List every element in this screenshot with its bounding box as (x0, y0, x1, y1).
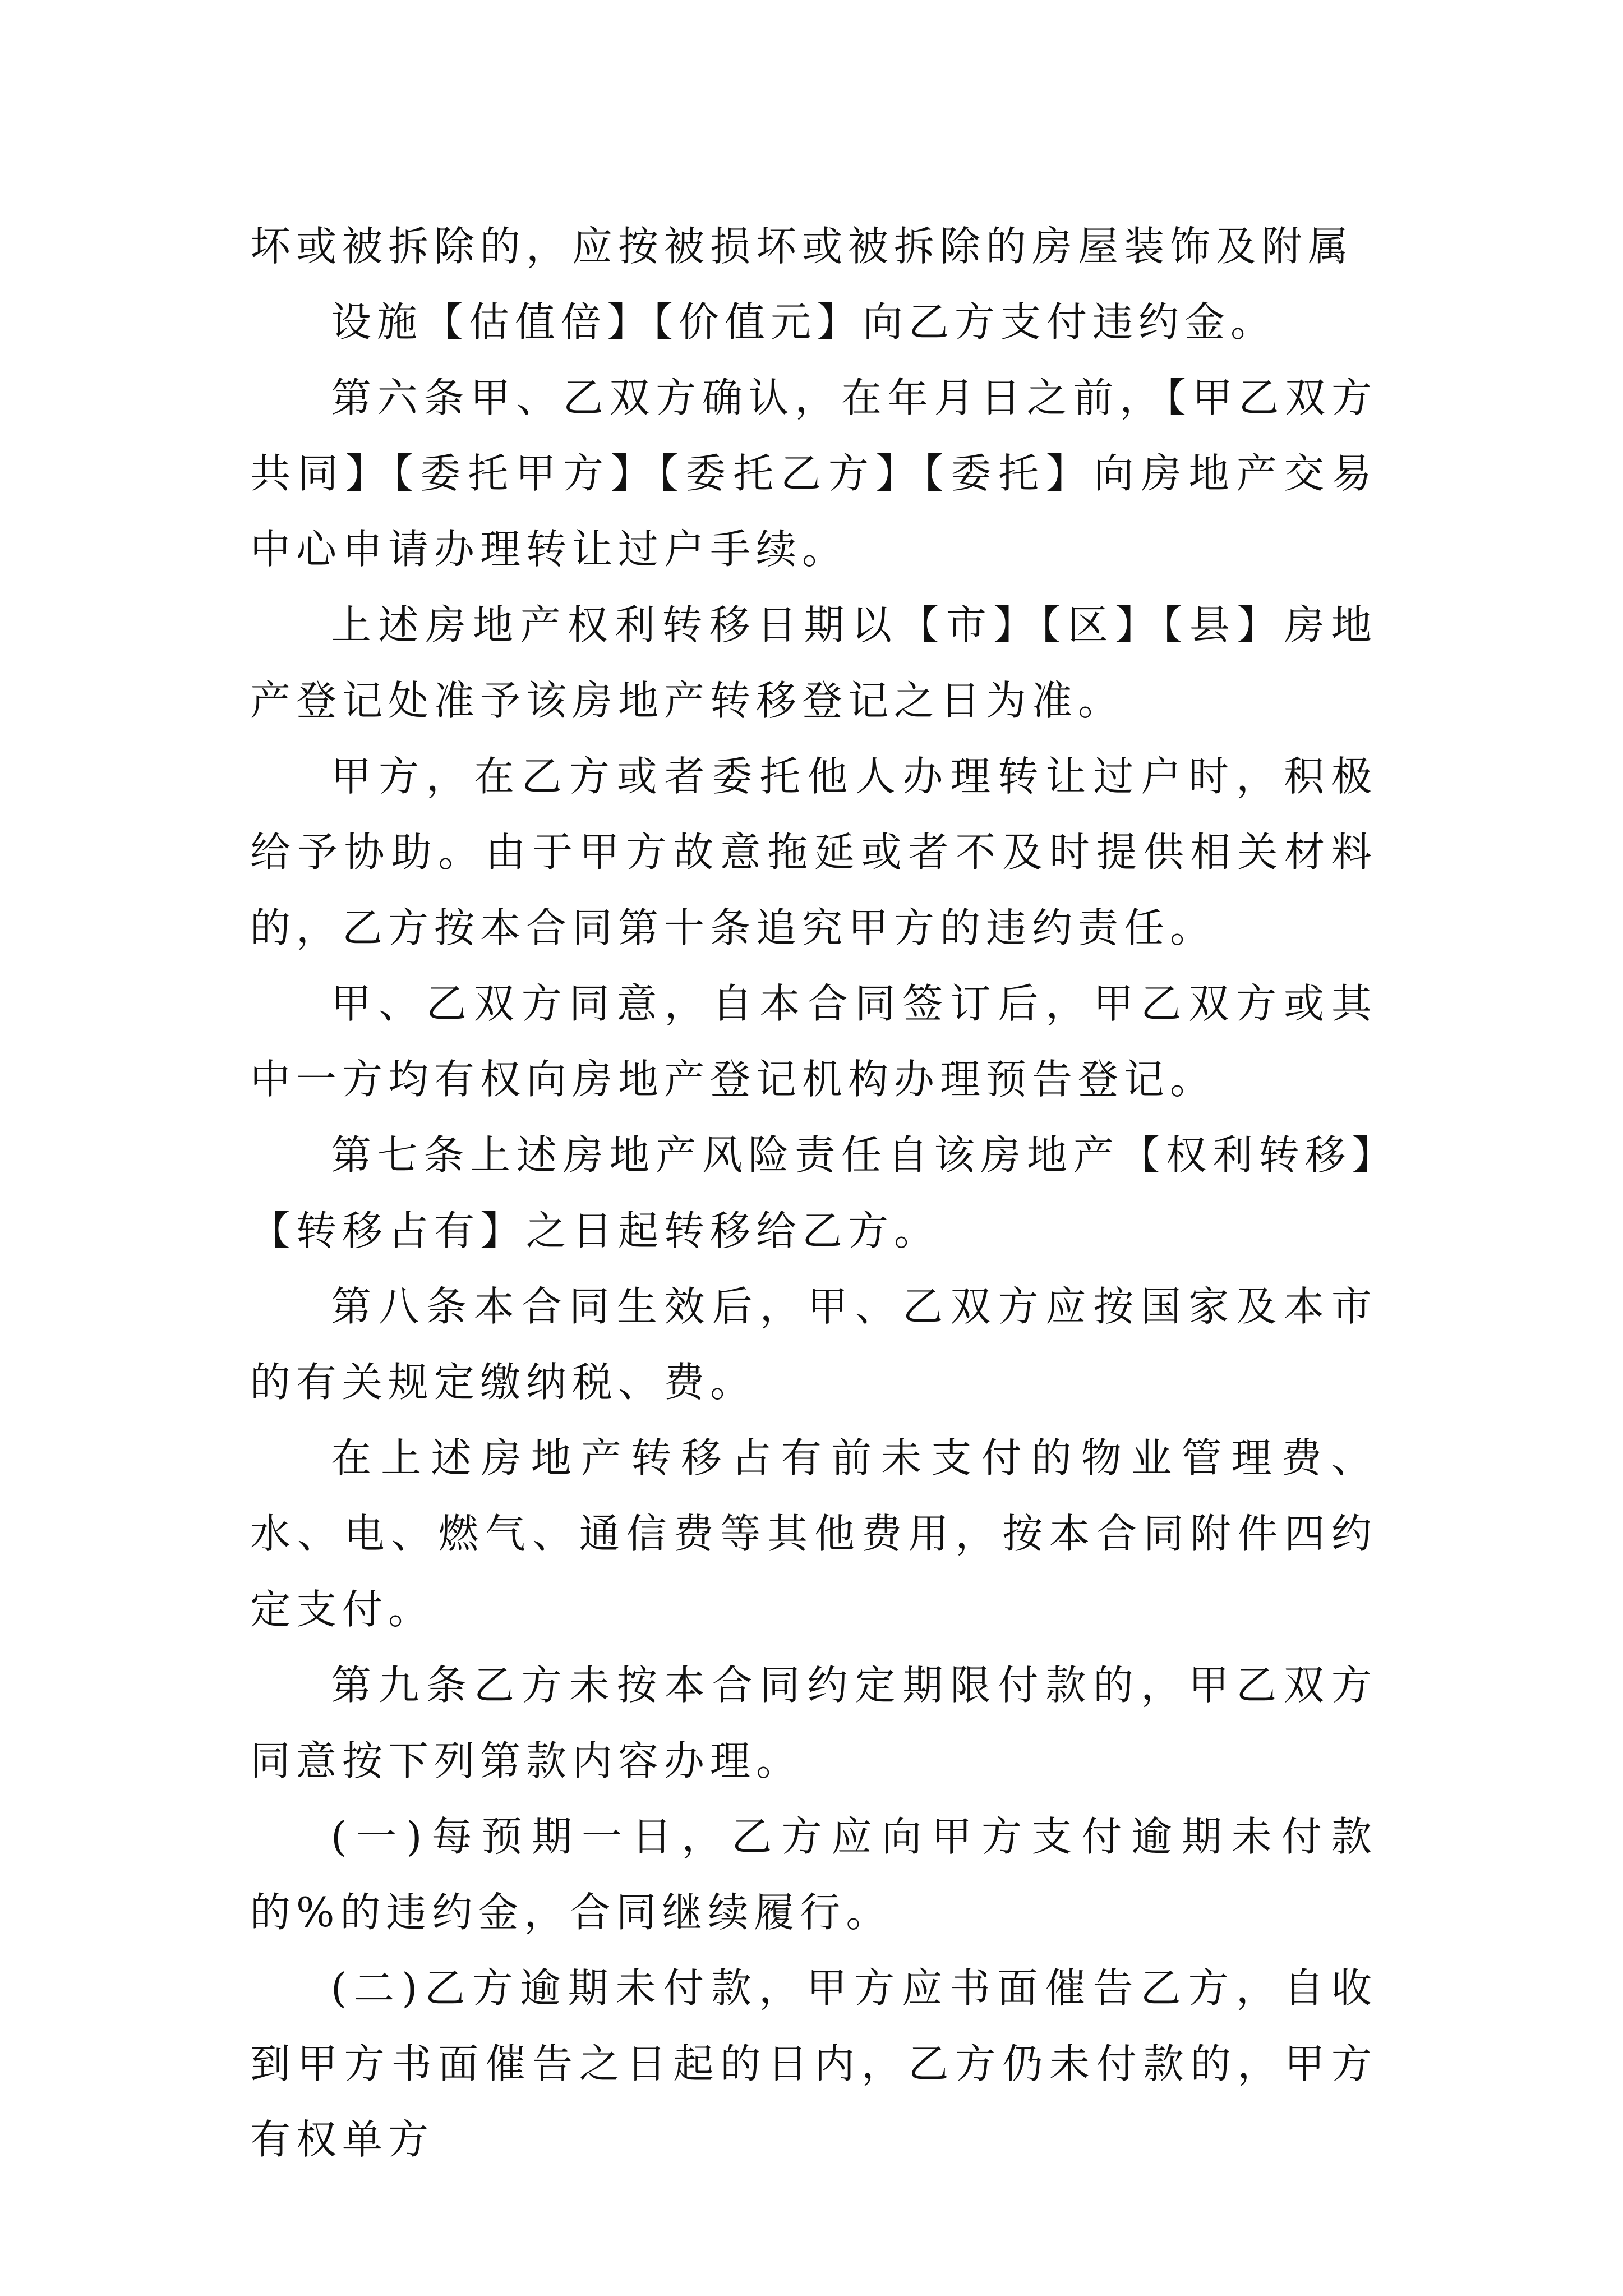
paragraph-party-a-assist: 甲方，在乙方或者委托他人办理转让过户时，积极给予协助。由于甲方故意拖延或者不及时提供相关材料的，乙方按本合同第十条追究甲方的违约责任。 (250, 753, 1377, 951)
paragraph-advance-registration: 甲、乙双方同意，自本合同签订后，甲乙双方或其中一方均有权向房地产登记机构办理预告登记。 (250, 980, 1377, 1103)
paragraph-item-2: (二)乙方逾期未付款，甲方应书面催告乙方，自收到甲方书面催告之日起的日内，乙方仍未付款的，甲方有权单方 (250, 1964, 1377, 2163)
document-body (250, 209, 1377, 2178)
paragraph-article-7: 第七条上述房地产风险责任自该房地产【权利转移】【转移占有】之日起转移给乙方。 (250, 1131, 1377, 1254)
paragraph-article-8: 第八条本合同生效后，甲、乙双方应按国家及本市的有关规定缴纳税、费。 (250, 1283, 1377, 1406)
paragraph-2: 设施【估值倍】【价值元】向乙方支付违约金。 (331, 298, 1277, 346)
paragraph-transfer-date: 上述房地产权利转移日期以【市】【区】【县】房地产登记处准予该房地产转移登记之日为准。 (250, 601, 1377, 724)
paragraph-fees: 在上述房地产转移占有前未支付的物业管理费、水、电、燃气、通信费等其他费用，按本合同附件四约定支付。 (250, 1434, 1377, 1633)
paragraph-1: 坏或被拆除的，应按被损坏或被拆除的房屋装饰及附属 (250, 223, 1354, 270)
paragraph-article-9: 第九条乙方未按本合同约定期限付款的，甲乙双方同意按下列第款内容办理。 (250, 1662, 1377, 1784)
paragraph-article-6: 第六条甲、乙双方确认，在年月日之前，【甲乙双方共同】【委托甲方】【委托乙方】【委托】向房地产交易中心申请办理转让过户手续。 (250, 374, 1377, 573)
paragraph-item-1: (一)每预期一日，乙方应向甲方支付逾期未付款的%的违约金，合同继续履行。 (250, 1813, 1377, 1936)
